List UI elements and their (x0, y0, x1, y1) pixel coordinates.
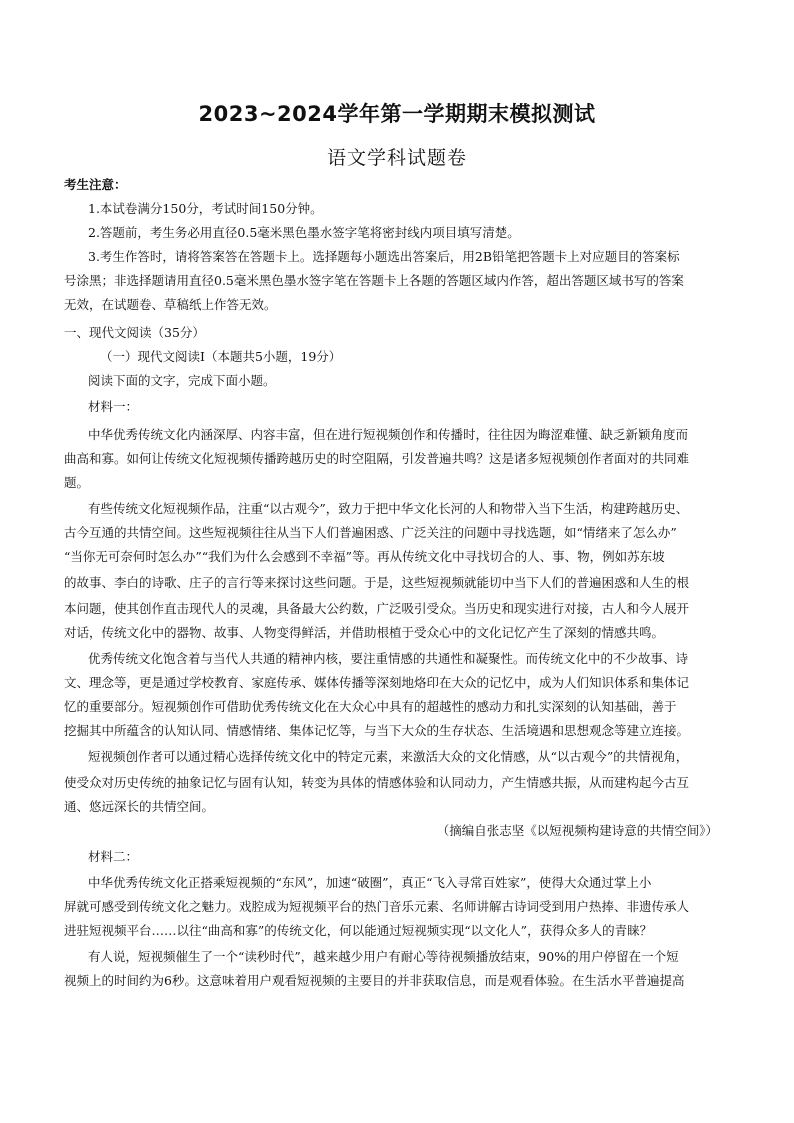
paragraph-line: 文、理念等，更是通过学校教育、家庭传承、媒体传播等深刻地烙印在大众的记忆中，成为人们知识体系和集体记 (64, 675, 690, 690)
section-subtitle: （一）现代文阅读Ⅰ（本题共5小题，19分） (100, 349, 342, 364)
paragraph-line: 屏就可感受到传统文化之魅力。戏腔成为短视频平台的热门音乐元素、名师讲解古诗词受到用户热捧、非遗传承人 (64, 899, 690, 914)
paragraph-line: 忆的重要部分。短视频创作可借助优秀传统文化在大众心中具有的超越性的感动力和扎实深刻的认知基础，善于 (64, 699, 677, 714)
paragraph-line: 中华优秀传统文化内涵深厚、内容丰富，但在进行短视频创作和传播时，往往因为晦涩难懂、缺乏新颖角度而 (88, 427, 689, 442)
paragraph-line: 优秀传统文化饱含着与当代人共通的精神内核，要注重情感的共通性和凝聚性。而传统文化中的不少故事、诗 (88, 651, 689, 666)
paragraph-line: 古今互通的共情空间。这些短视频往往从当下人们普遍困惑、广泛关注的问题中寻找选题，如“情绪来了怎么办” (64, 525, 677, 540)
notice-item: 3.考生作答时，请将答案答在答题卡上。选择题每小题选出答案后，用2B铅笔把答题卡上对应题目的答案标 (88, 249, 680, 264)
section-title: 一、现代文阅读（35分） (64, 325, 205, 340)
notice-item: 号涂黑；非选择题请用直径0.5毫米黑色墨水签字笔在答题卡上各题的答题区域内作答，超出答题区域书写的答案 (64, 273, 684, 288)
paragraph-line: 中华优秀传统文化正搭乘短视频的“东风”，加速“破圈”，真正“飞入寻常百姓家”，使得大众通过掌上小 (88, 875, 652, 890)
paragraph-line: 题。 (64, 475, 90, 490)
notice-item: 无效，在试题卷、草稿纸上作答无效。 (64, 297, 277, 312)
paragraph-line: 短视频创作者可以通过精心选择传统文化中的特定元素，来激活大众的文化情感，从“以古观今”的共情视角， (88, 749, 689, 764)
paragraph-line: 对话，传统文化中的器物、故事、人物变得鲜活，并借助根植于受众心中的文化记忆产生了深刻的情感共鸣。 (64, 625, 665, 640)
notice-item: 1.本试卷满分150分，考试时间150分钟。 (88, 201, 323, 216)
exam-subtitle: 语文学科试题卷 (326, 147, 467, 169)
notice-heading: 考生注意： (64, 177, 127, 192)
section-instruction: 阅读下面的文字，完成下面小题。 (88, 373, 276, 388)
paragraph-line: 有人说，短视频催生了一个“读秒时代”，越来越少用户有耐心等待视频播放结束，90%的用户停留在一个短 (88, 949, 679, 964)
paragraph-line: 通、悠远深长的共情空间。 (64, 799, 215, 814)
paragraph-line: 使受众对历史传统的抽象记忆与固有认知，转变为具体的情感体验和认同动力，产生情感共振，从而建构起今古互 (64, 775, 690, 790)
paragraph-line: 的故事、李白的诗歌、庄子的言行等来探讨这些问题。于是，这些短视频就能切中当下人们的普遍困惑和人生的根 (64, 575, 690, 590)
paragraph-line: 进驻短视频平台……以往“曲高和寡”的传统文化，何以能通过短视频实现“以文化人”，获得众多人的青睐？ (64, 923, 653, 938)
material-source: （摘编自张志坚《以短视频构建诗意的共情空间》） (436, 823, 718, 838)
paragraph-line: 挖掘其中所蕴含的认知认同、情感情绪、集体记忆等，与当下大众的生存状态、生活境遇和思想观念等建立连接。 (64, 723, 690, 738)
notice-item: 2.答题前，考生务必用直径0.5毫米黑色墨水签字笔将密封线内项目填写清楚。 (88, 225, 520, 240)
paragraph-line: “当你无可奈何时怎么办”“我们为什么会感到不幸福”等。再从传统文化中寻找切合的人、事、物，例如苏东坡 (64, 549, 665, 564)
material-label: 材料一： (88, 399, 139, 414)
material-label: 材料二： (88, 849, 139, 864)
paragraph-line: 视频上的时间约为6秒。这意味着用户观看短视频的主要目的并非获取信息，而是观看体验。在生活水平普遍提高 (64, 973, 685, 988)
paragraph-line: 本问题，使其创作直击现代人的灵魂，具备最大公约数，广泛吸引受众。当历史和现实进行对接，古人和今人展开 (64, 601, 690, 616)
paragraph-line: 曲高和寡。如何让传统文化短视频传播跨越历史的时空阻隔，引发普遍共鸣？这是诸多短视频创作者面对的共同难 (64, 451, 690, 466)
paragraph-line: 有些传统文化短视频作品，注重“以古观今”，致力于把中华文化长河的人和物带入当下生活，构建跨越历史、 (88, 501, 689, 516)
exam-title: 2023~2024学年第一学期期末模拟测试 (198, 102, 596, 126)
